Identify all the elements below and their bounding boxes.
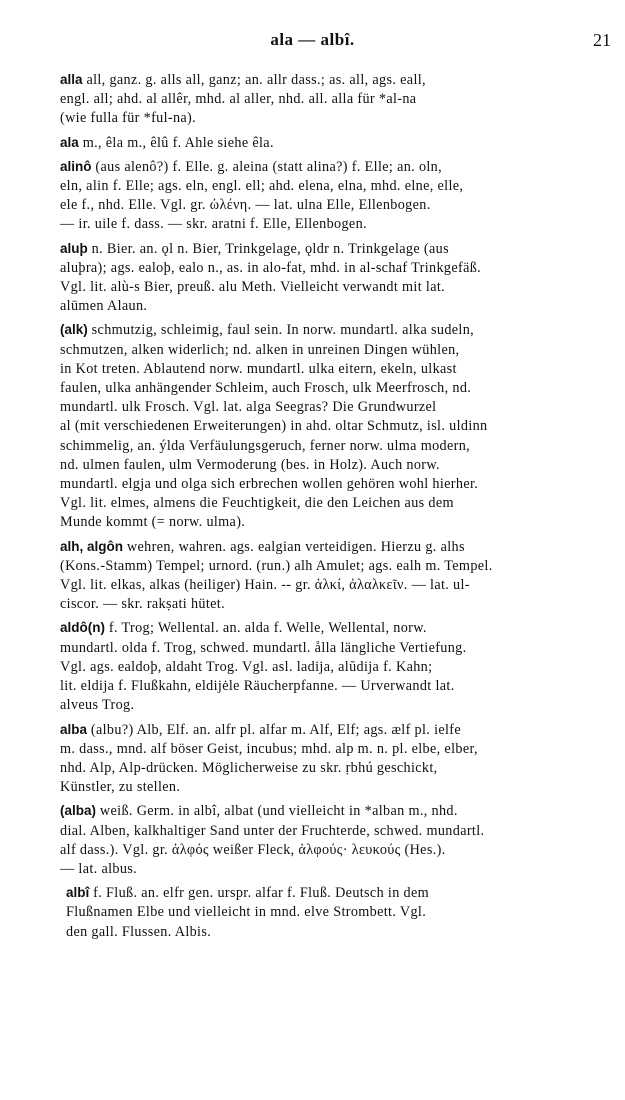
entry-line bbox=[60, 841, 611, 860]
dictionary-entry bbox=[66, 883, 611, 946]
entry-line bbox=[60, 860, 611, 879]
entry-line bbox=[60, 157, 611, 177]
entry-text: Künstler, zu stellen. bbox=[60, 779, 181, 796]
entry-text: wehren, wahren. ags. ealgian verteidigen. Hierzu g. alhs bbox=[126, 538, 465, 555]
entry-text: alf dass.). Vgl. gr. ἀλφός weißer Fleck, ἀλφούς· λευκούς (Hes.). bbox=[60, 841, 446, 858]
entry-text: eln, alin f. Elle; ags. eln, engl. ell; ahd. elena, elna, mhd. elne, elle, bbox=[60, 178, 464, 195]
entry-line bbox=[60, 90, 611, 109]
entry-line bbox=[60, 658, 611, 677]
entry-headword: ala bbox=[60, 134, 79, 150]
entry-text: nhd. Alp, Alp-drücken. Möglicherweise zu skr. ṛbhú geschickt, bbox=[60, 759, 438, 776]
entry-line bbox=[66, 903, 611, 922]
entry-text: aluþra); ags. ealoþ, ealo n., as. in alo-fat, mhd. in al-schaf Trinkgefäß. bbox=[60, 259, 482, 276]
entry-line bbox=[60, 759, 611, 778]
entry-text: Vgl. lit. elkas, alkas (heiliger) Hain. -- gr. ἀλκί, ἀλαλκεῖν. — lat. ul- bbox=[60, 577, 470, 594]
entry-line bbox=[60, 576, 611, 595]
entry-line bbox=[60, 379, 611, 398]
entry-line bbox=[66, 923, 611, 942]
entry-headword: aldô(n) bbox=[60, 620, 105, 636]
entry-line bbox=[66, 883, 611, 903]
entry-line bbox=[60, 537, 611, 557]
entry-line bbox=[60, 801, 611, 821]
entry-line bbox=[60, 557, 611, 576]
entry-text: Vgl. ags. ealdoþ, aldaht Trog. Vgl. asl. ladija, alŭdija f. Kahn; bbox=[60, 658, 433, 675]
entry-headword: alh, algôn bbox=[60, 538, 124, 554]
entry-headword: alinô bbox=[60, 158, 92, 174]
entry-headword: albî bbox=[66, 885, 90, 901]
entry-line bbox=[60, 513, 611, 532]
entry-text: mundartl. olda f. Trog, schwed. mundartl. ålla längliche Vertiefung. bbox=[60, 639, 467, 656]
entry-line bbox=[60, 320, 611, 340]
entry-line bbox=[60, 278, 611, 297]
entry-text: m., êla m., êlû f. Ahle siehe êla. bbox=[82, 134, 274, 151]
dictionary-entry bbox=[60, 537, 611, 619]
dictionary-entry bbox=[60, 157, 611, 239]
dictionary-entry bbox=[60, 133, 611, 157]
entry-text: nd. ulmen faulen, ulm Vermoderung (bes. in Holz). Auch norw. bbox=[60, 456, 440, 473]
entry-text: al (mit verschiedenen Erweiterungen) in ahd. oltar Schmutz, isl. uldinn bbox=[60, 418, 488, 435]
entry-line bbox=[60, 177, 611, 196]
entry-line bbox=[60, 341, 611, 360]
entry-line bbox=[60, 259, 611, 278]
entry-text: all, ganz. g. alls all, ganz; an. allr dass.; as. all, ags. eall, bbox=[86, 72, 426, 88]
entry-text: m. dass., mnd. alf böser Geist, incubus; mhd. alp m. n. pl. elbe, elber, bbox=[60, 740, 478, 757]
entry-text: dial. Alben, kalkhaltiger Sand unter der Fruchterde, schwed. mundartl. bbox=[60, 822, 485, 839]
entry-headword: (alba) bbox=[60, 803, 97, 819]
entry-text: — lat. albus. bbox=[60, 860, 138, 877]
entry-text: schmutzen, alken widerlich; nd. alken in unreinen Dingen wühlen, bbox=[60, 341, 460, 358]
entry-line bbox=[60, 456, 611, 475]
entry-line bbox=[60, 740, 611, 759]
entry-line bbox=[60, 398, 611, 417]
entry-line bbox=[60, 720, 611, 740]
entry-text: schmutzig, schleimig, faul sein. In norw. mundartl. alka sudeln, bbox=[91, 322, 475, 339]
dictionary-entries bbox=[0, 70, 625, 946]
dictionary-entry bbox=[60, 239, 611, 321]
entry-text: f. Fluß. an. elfr gen. urspr. alfar f. Fluß. Deutsch in dem bbox=[93, 885, 430, 902]
entry-line bbox=[60, 778, 611, 797]
entry-line bbox=[60, 417, 611, 436]
entry-text: alūmen Alaun. bbox=[60, 298, 148, 315]
entry-line bbox=[60, 595, 611, 614]
entry-text: f. Trog; Wellental. an. alda f. Welle, Wellental, norw. bbox=[108, 620, 427, 637]
entry-text: Vgl. lit. alù-s Bier, preuß. alu Meth. Vielleicht verwandt mit lat. bbox=[60, 279, 446, 296]
entry-text: in Kot treten. Ablautend norw. mundartl. ulka eitern, ekeln, ulkast bbox=[60, 360, 457, 377]
page-number: 21 bbox=[593, 30, 611, 50]
entry-text: weiß. Germ. in albî, albat (und vielleicht in *alban m., nhd. bbox=[99, 803, 458, 820]
entry-line bbox=[60, 70, 611, 90]
entry-text: den gall. Flussen. Albis. bbox=[66, 923, 212, 940]
entry-text: (wie fulla für *ful-na). bbox=[60, 110, 197, 127]
entry-text: ele f., nhd. Elle. Vgl. gr. ὠλένη. — lat. ulna Elle, Ellenbogen. bbox=[60, 197, 431, 214]
entry-headword: alla bbox=[60, 72, 83, 87]
entry-text: n. Bier. an. ǫl n. Bier, Trinkgelage, ǫldr n. Trinkgelage (aus bbox=[91, 240, 449, 257]
entry-line bbox=[60, 639, 611, 658]
entry-line bbox=[60, 696, 611, 715]
entry-text: faulen, ulka anhängender Schleim, auch Frosch, ulk Meerfrosch, nd. bbox=[60, 380, 472, 397]
entry-headword: aluþ bbox=[60, 240, 88, 256]
entry-headword: alba bbox=[60, 721, 88, 737]
entry-line bbox=[60, 196, 611, 215]
entry-line bbox=[60, 494, 611, 513]
entry-text: — ir. uile f. dass. — skr. aratni f. Elle, Ellenbogen. bbox=[60, 216, 367, 233]
entry-line bbox=[60, 109, 611, 128]
running-head bbox=[0, 30, 625, 54]
entry-text: lit. eldija f. Flußkahn, eldijėle Räucherpfanne. — Urverwandt lat. bbox=[60, 678, 455, 695]
dictionary-entry bbox=[60, 720, 611, 802]
entry-text: mundartl. elgja und olga sich erbrechen wollen gehören wohl hierher. bbox=[60, 476, 479, 493]
entry-text: schimmelig, an. ýlda Verfäulungsgeruch, ferner norw. ulma modern, bbox=[60, 437, 471, 454]
entry-line bbox=[60, 215, 611, 234]
entry-line bbox=[60, 360, 611, 379]
dictionary-entry bbox=[60, 618, 611, 719]
entry-text: alveus Trog. bbox=[60, 697, 135, 714]
running-head-title: ala — albî. bbox=[270, 30, 355, 49]
entry-text: ciscor. — skr. rakṣati hütet. bbox=[60, 596, 225, 613]
dictionary-entry bbox=[60, 70, 611, 133]
entry-line bbox=[60, 297, 611, 316]
entry-line bbox=[60, 133, 611, 153]
entry-headword: (alk) bbox=[60, 322, 88, 338]
dictionary-entry bbox=[60, 801, 611, 883]
entry-text: Munde kommt (= norw. ulma). bbox=[60, 514, 246, 531]
entry-text: mundartl. ulk Frosch. Vgl. lat. alga Seegras? Die Grundwurzel bbox=[60, 399, 437, 416]
entry-text: (albu?) Alb, Elf. an. alfr pl. alfar m. Alf, Elf; ags. ælf pl. ielfe bbox=[90, 721, 462, 738]
entry-line bbox=[60, 239, 611, 259]
entry-text: Flußnamen Elbe und vielleicht in mnd. elve Strombett. Vgl. bbox=[66, 904, 427, 921]
entry-line bbox=[60, 437, 611, 456]
entry-line bbox=[60, 822, 611, 841]
entry-text: engl. all; ahd. al allêr, mhd. al aller, nhd. all. alla für *al-na bbox=[60, 91, 417, 108]
entry-line bbox=[60, 618, 611, 638]
entry-line bbox=[60, 677, 611, 696]
dictionary-entry bbox=[60, 320, 611, 536]
entry-text: (Kons.-Stamm) Tempel; urnord. (run.) alh Amulet; ags. ealh m. Tempel. bbox=[60, 557, 493, 574]
entry-text: (aus alenô?) f. Elle. g. aleina (statt alina?) f. Elle; an. oln, bbox=[95, 158, 443, 175]
entry-line bbox=[60, 475, 611, 494]
entry-text: Vgl. lit. elmes, almens die Feuchtigkeit, die den Leichen aus dem bbox=[60, 495, 454, 512]
